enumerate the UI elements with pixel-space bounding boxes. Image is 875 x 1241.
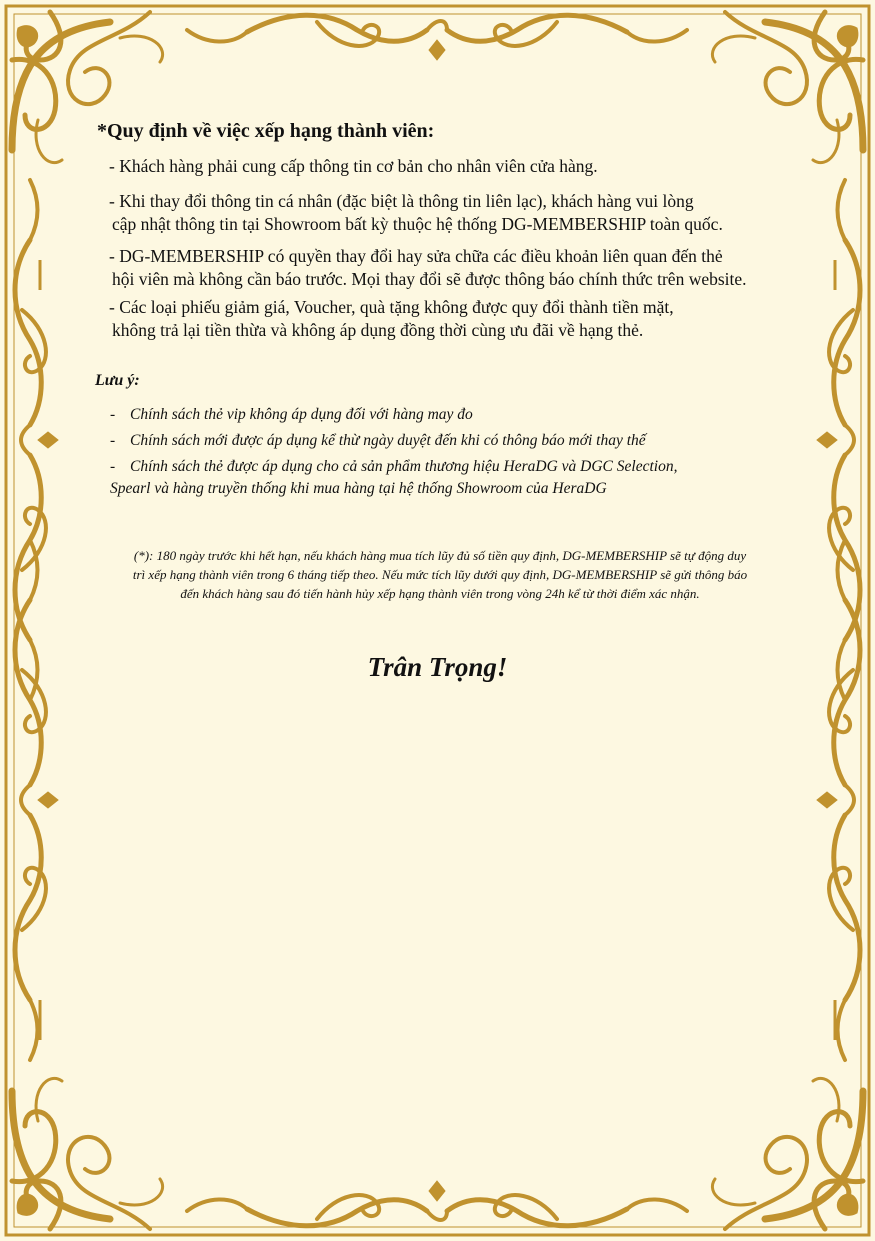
rule-item <box>109 155 812 178</box>
footnote <box>90 546 790 603</box>
rule-item <box>109 296 812 342</box>
note-line: Spearl và hàng truyền thống khi mua hàng tại hệ thống Showroom của HeraDG <box>110 480 607 497</box>
note-dash: - <box>110 458 116 475</box>
note-dash: - <box>110 432 116 449</box>
closing-signature: Trân Trọng! <box>367 652 508 682</box>
rule-line: - Khách hàng phải cung cấp thông tin cơ bản cho nhân viên cửa hàng. <box>109 156 598 176</box>
section-heading: *Quy định về việc xếp hạng thành viên: <box>97 120 435 142</box>
rule-item <box>109 190 812 236</box>
footnote-line: trì xếp hạng thành viên trong 6 tháng tiếp theo. Nếu mức tích lũy dưới quy định, DG-MEMBERSHIP sẽ gửi thông báo <box>132 567 748 582</box>
note-item <box>110 404 810 426</box>
rule-line: - Các loại phiếu giảm giá, Voucher, quà tặng không được quy đổi thành tiền mặt, <box>109 297 674 317</box>
note-title: Lưu ý: <box>95 372 140 389</box>
rule-line: hội viên mà không cần báo trước. Mọi thay đổi sẽ được thông báo chính thức trên website. <box>112 269 747 289</box>
footnote-line: (*): 180 ngày trước khi hết hạn, nếu khách hàng mua tích lũy đủ số tiền quy định, DG-MEMBERSHIP sẽ tự động duy <box>133 548 747 563</box>
note-line: Chính sách mới được áp dụng kể thừ ngày duyệt đến khi có thông báo mới thay thế <box>130 432 646 449</box>
note-line: Chính sách thẻ được áp dụng cho cả sản phẩm thương hiệu HeraDG và DGC Selection, <box>130 458 678 475</box>
rule-line: - DG-MEMBERSHIP có quyền thay đổi hay sửa chữa các điều khoản liên quan đến thẻ <box>109 246 723 266</box>
note-item <box>110 456 810 500</box>
rule-item <box>109 245 812 291</box>
rule-line: không trả lại tiền thừa và không áp dụng đồng thời cùng ưu đãi về hạng thẻ. <box>112 320 644 340</box>
note-dash: - <box>110 406 116 423</box>
rule-line: cập nhật thông tin tại Showroom bất kỳ thuộc hệ thống DG-MEMBERSHIP toàn quốc. <box>112 214 723 234</box>
note-item <box>110 430 810 452</box>
rule-line: - Khi thay đổi thông tin cá nhân (đặc biệt là thông tin liên lạc), khách hàng vui lòng <box>109 191 694 211</box>
note-line: Chính sách thẻ vip không áp dụng đối với hàng may đo <box>130 406 473 423</box>
footnote-line: đến khách hàng sau đó tiến hành hủy xếp hạng thành viên trong vòng 24h kể từ thời điểm xác nhận. <box>180 586 700 601</box>
